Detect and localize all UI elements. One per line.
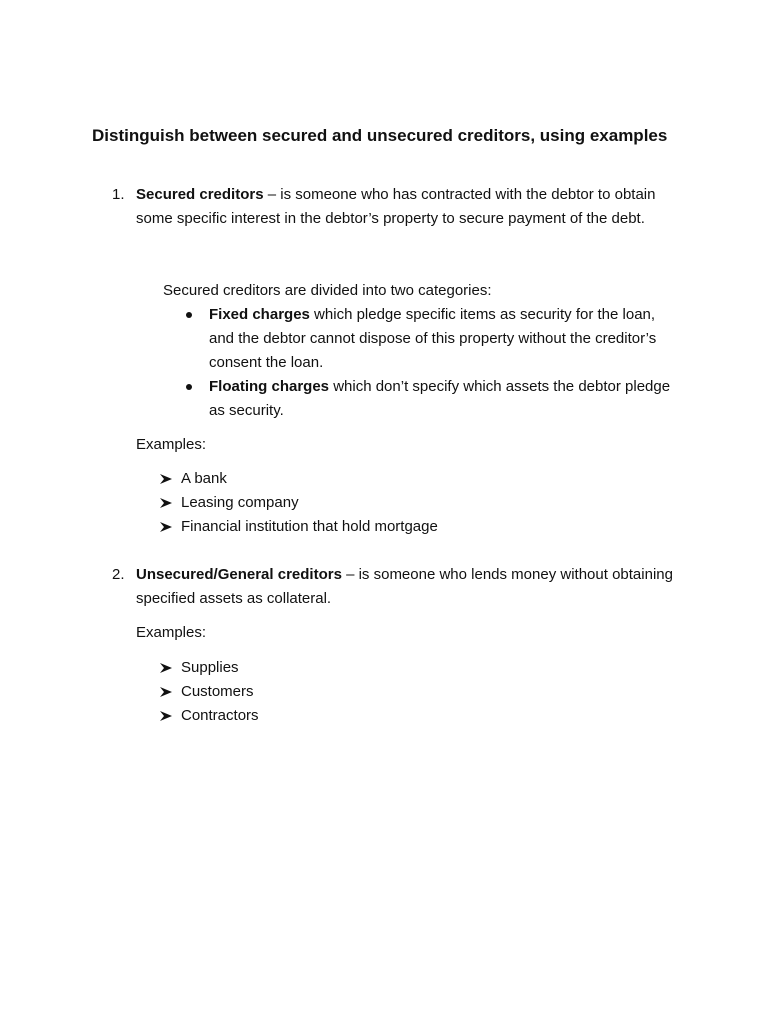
bullet-icon <box>186 312 192 318</box>
arrowhead-bullet-icon <box>160 522 172 532</box>
bullet-term: Floating charges <box>209 378 330 395</box>
item-text <box>136 183 682 231</box>
item-number: 2. <box>112 566 125 583</box>
item-definition: – is someone who lends money without obtaining specified assets as collateral. <box>136 566 673 607</box>
item-text <box>136 563 682 611</box>
categories-intro: Secured creditors are divided into two categories: <box>163 282 492 299</box>
item-term: Unsecured/General creditors <box>136 566 342 583</box>
arrowhead-bullet-icon <box>160 711 172 721</box>
examples-label: Examples: <box>136 436 207 453</box>
bullet-item-floating-charges <box>186 375 676 423</box>
page-title: Distinguish between secured and unsecured creditors, using examples <box>92 126 668 145</box>
numbered-item-unsecured-creditors <box>112 563 682 611</box>
bullet-text: which pledge specific items as security for the loan, and the debtor cannot dispose of this property without the creditor’s consent the loan. <box>209 306 657 371</box>
item-term: Secured creditors <box>136 186 264 203</box>
list-item: Customers <box>160 680 640 704</box>
bullet-text: which don’t specify which assets the debtor pledge as security. <box>209 378 671 419</box>
item-number: 1. <box>112 186 125 203</box>
arrowhead-bullet-icon <box>160 687 172 697</box>
list-item: A bank <box>160 467 640 491</box>
list-item: Leasing company <box>160 491 640 515</box>
list-item: Supplies <box>160 656 640 680</box>
arrowhead-bullet-icon <box>160 663 172 673</box>
bullet-term: Fixed charges <box>209 306 310 323</box>
arrowhead-bullet-icon <box>160 474 172 484</box>
bullet-item-fixed-charges <box>186 303 676 375</box>
arrowhead-bullet-icon <box>160 498 172 508</box>
examples-label: Examples: <box>136 624 207 641</box>
bullet-icon <box>186 384 192 390</box>
item-definition: – is someone who has contracted with the debtor to obtain some specific interest in the debtor’s property to secure payment of the debt. <box>136 186 656 227</box>
list-item: Financial institution that hold mortgage <box>160 515 640 539</box>
list-item: Contractors <box>160 704 640 728</box>
numbered-item-secured-creditors <box>112 183 682 231</box>
